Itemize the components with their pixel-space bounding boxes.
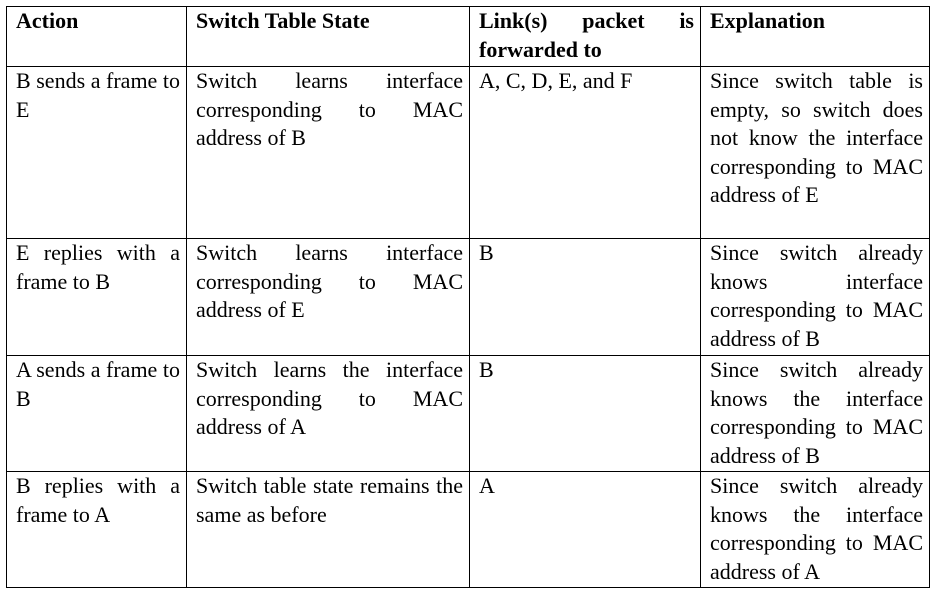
- switch-table: [6, 6, 930, 588]
- cell-links: A, C, D, E, and F: [470, 67, 701, 239]
- header-switch-table-state: Switch Table State: [187, 7, 470, 67]
- header-action: Action: [7, 7, 187, 67]
- cell-links: B: [470, 356, 701, 472]
- cell-state: Switch learns interface corresponding to MAC address of E: [187, 239, 470, 356]
- table-row: [7, 67, 930, 239]
- cell-explanation: Since switch already knows interface corresponding to MAC address of B: [701, 239, 930, 356]
- cell-explanation: Since switch already knows the interface corresponding to MAC address of B: [701, 356, 930, 472]
- cell-state: Switch learns the interface corresponding to MAC address of A: [187, 356, 470, 472]
- cell-action: B replies with a frame to A: [7, 472, 187, 588]
- cell-action: E replies with a frame to B: [7, 239, 187, 356]
- cell-explanation: Since switch table is empty, so switch does not know the interface corresponding to MAC address of E: [701, 67, 930, 239]
- table-row: [7, 356, 930, 472]
- cell-links: B: [470, 239, 701, 356]
- table-row: [7, 472, 930, 588]
- cell-state: Switch learns interface corresponding to MAC address of B: [187, 67, 470, 239]
- cell-action: A sends a frame to B: [7, 356, 187, 472]
- cell-state: Switch table state remains the same as before: [187, 472, 470, 588]
- cell-links: A: [470, 472, 701, 588]
- cell-explanation: Since switch already knows the interface corresponding to MAC address of A: [701, 472, 930, 588]
- cell-action: B sends a frame to E: [7, 67, 187, 239]
- header-row: [7, 7, 930, 67]
- header-explanation: Explanation: [701, 7, 930, 67]
- header-links-forwarded: Link(s) packet is forwarded to: [470, 7, 701, 67]
- table-row: [7, 239, 930, 356]
